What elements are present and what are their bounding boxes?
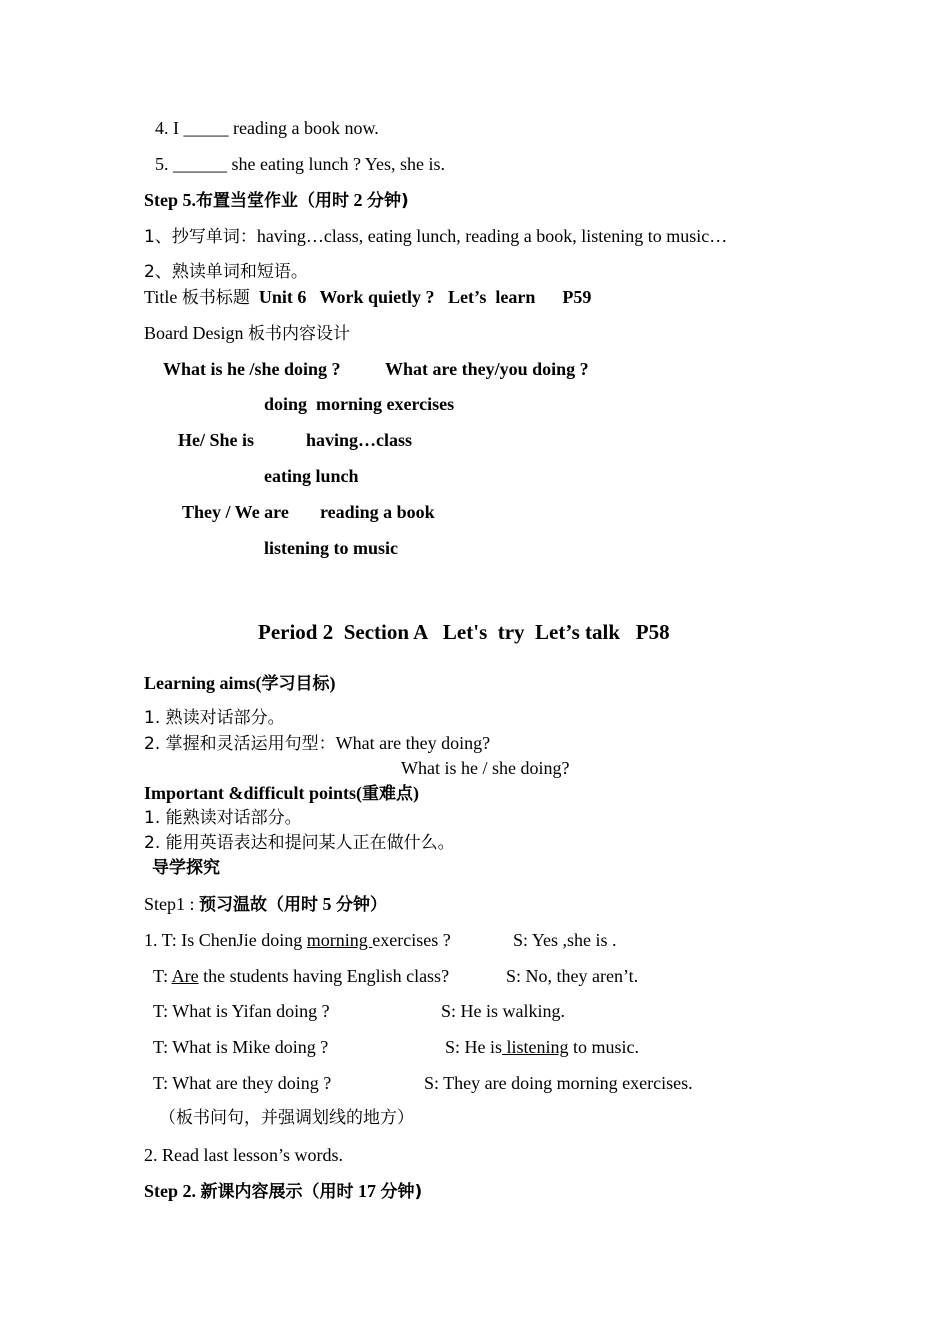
point-2: 2. 能用英语表达和提问某人正在做什么。 <box>144 833 455 853</box>
dialogue-3-student: S: He is walking. <box>441 1001 565 1021</box>
board-phrase-3: eating lunch <box>264 466 359 486</box>
board-note: （板书问句，并强调划线的地方） <box>159 1108 414 1128</box>
dialogue-1-teacher: 1. T: Is ChenJie doing morning exercises ? <box>144 930 451 950</box>
board-design-label: Board Design 板书内容设计 <box>144 323 350 344</box>
step5-item-2: 2、熟读单词和短语。 <box>144 262 308 282</box>
dialogue-3-teacher: T: What is Yifan doing ? <box>153 1001 330 1021</box>
board-question-2: What are they/you doing ? <box>385 359 589 379</box>
learning-aims-heading: Learning aims(学习目标) <box>144 673 336 694</box>
board-subject-he-she: He/ She is <box>178 430 255 450</box>
exercise-line-4: 4. I _____ reading a book now. <box>155 118 379 138</box>
board-phrase-1: doing morning exercises <box>264 394 455 414</box>
dialogue-5-teacher: T: What are they doing ? <box>153 1073 332 1093</box>
period2-title: Period 2 Section A Let's try Let’s talk P58 <box>258 620 670 644</box>
board-subject-they-we: They / We are <box>182 502 289 522</box>
step2-heading: Step 2. 新课内容展示（用时 17 分钟) <box>144 1181 423 1202</box>
board-phrase-2: having…class <box>306 430 413 450</box>
guide-heading: 导学探究 <box>152 858 220 878</box>
aim-2-continued: What is he / she doing? <box>401 758 570 778</box>
dialogue-4-teacher: T: What is Mike doing ? <box>153 1037 329 1057</box>
dialogue-5-student: S: They are doing morning exercises. <box>424 1073 693 1093</box>
aim-1: 1. 熟读对话部分。 <box>144 708 285 728</box>
important-points-heading: Important &difficult points(重难点) <box>144 783 420 804</box>
point-1: 1. 能熟读对话部分。 <box>144 808 302 828</box>
exercise-line-5: 5. ______ she eating lunch ? Yes, she is. <box>155 154 445 174</box>
step5-heading: Step 5.布置当堂作业（用时 2 分钟) <box>144 190 409 211</box>
dialogue-4-student: S: He is listening to music. <box>445 1037 640 1057</box>
read-words-line: 2. Read last lesson’s words. <box>144 1145 343 1165</box>
step5-item-1: 1、抄写单词：having…class, eating lunch, reading a book, listening to music… <box>144 226 728 247</box>
dialogue-1-student: S: Yes ,she is . <box>513 930 617 950</box>
board-phrase-4: reading a book <box>320 502 435 522</box>
dialogue-2-teacher: T: Are the students having English class? <box>153 966 450 986</box>
board-title-line: Title 板书标题 Unit 6 Work quietly ? Let’s learn P59 <box>144 287 592 308</box>
step1-heading: Step1 : 预习温故（用时 5 分钟） <box>144 894 388 915</box>
board-question-1: What is he /she doing ? <box>163 359 341 379</box>
board-phrase-5: listening to music <box>264 538 399 558</box>
dialogue-2-student: S: No, they aren’t. <box>506 966 639 986</box>
aim-2: 2. 掌握和灵活运用句型：What are they doing? <box>144 733 491 754</box>
